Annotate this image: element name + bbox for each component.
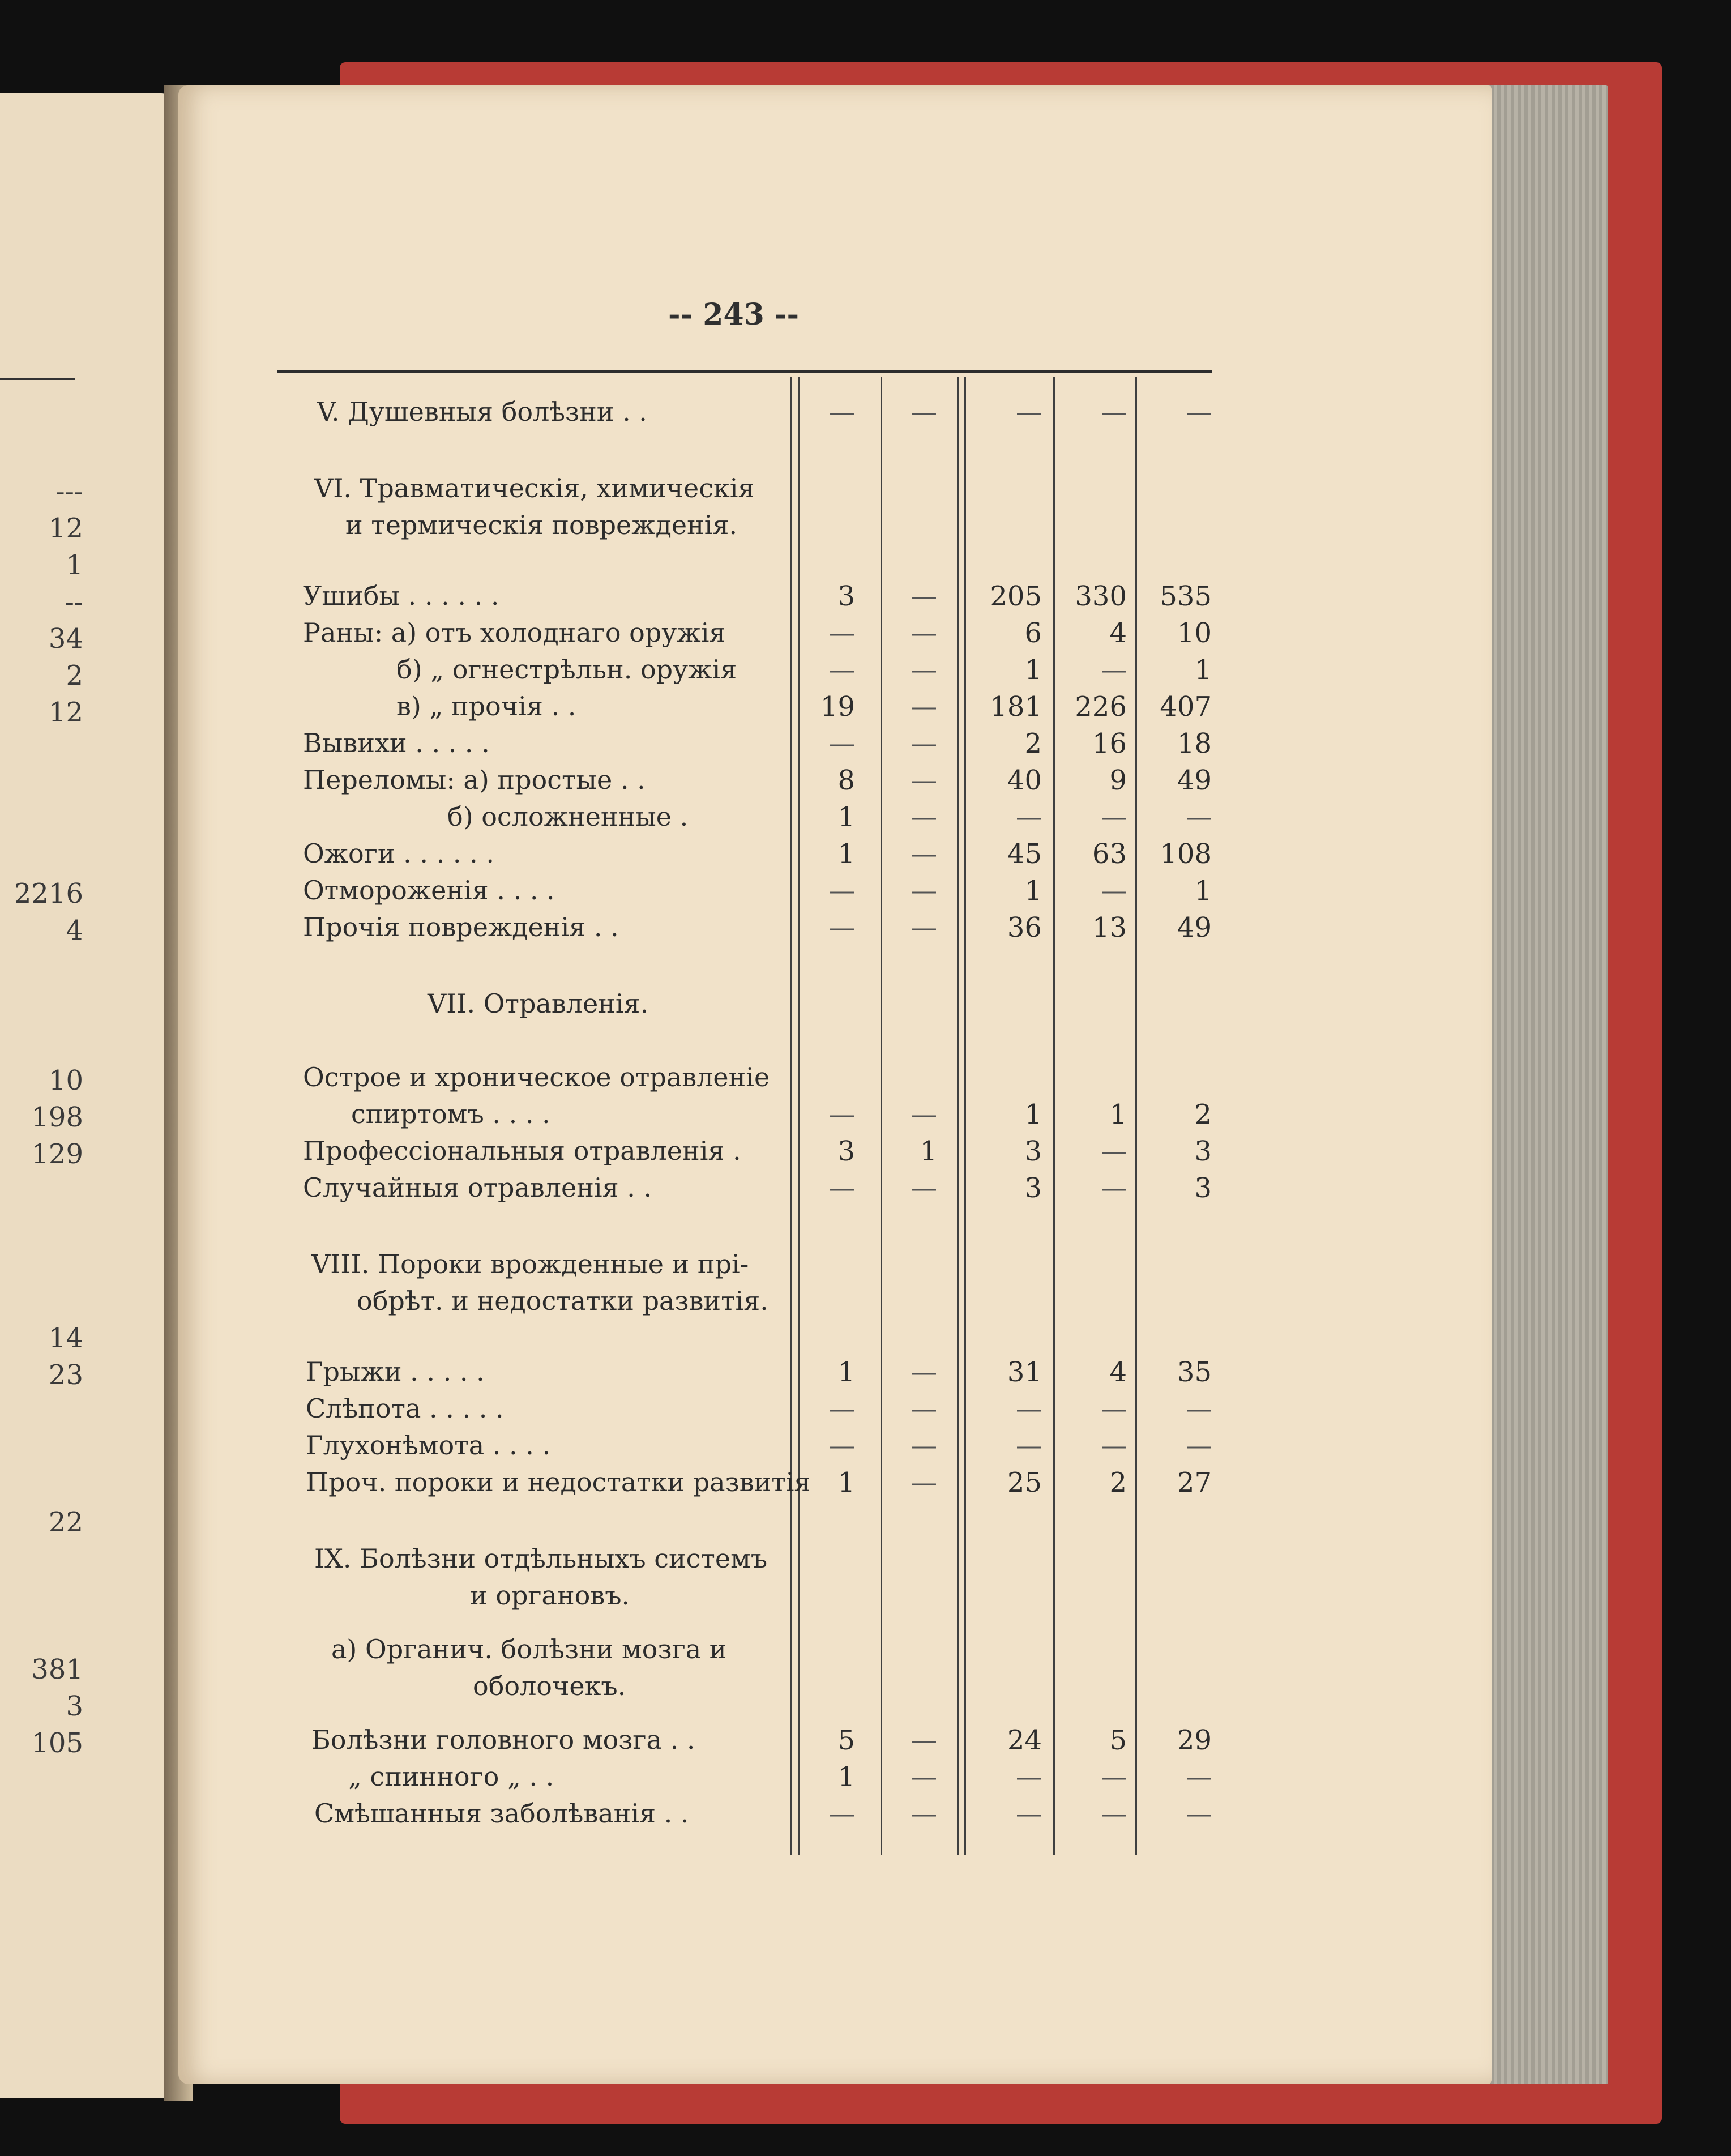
table-cell-value: 4 xyxy=(1109,617,1127,649)
table-cell-empty: — xyxy=(911,396,937,427)
row-label: Смѣшанныя заболѣванія . . xyxy=(314,1798,689,1829)
row-label: Прочія поврежденія . . xyxy=(303,912,619,942)
table-cell-value: 25 xyxy=(1007,1467,1042,1498)
table-cell-empty: — xyxy=(911,1356,937,1387)
table-cell-empty: — xyxy=(911,875,937,906)
row-label: Острое и хроническое отравленіе xyxy=(303,1062,770,1092)
table-cell-empty: — xyxy=(911,1099,937,1129)
table-cell-empty: — xyxy=(911,691,937,721)
table-cell-empty: — xyxy=(1101,801,1127,832)
table-cell-value: 6 xyxy=(1024,617,1042,649)
table-cell-empty: — xyxy=(911,1430,937,1461)
row-label: Переломы: а) простые . . xyxy=(303,765,646,795)
table-cell-empty: — xyxy=(829,1430,855,1461)
table-cell-empty: — xyxy=(829,1099,855,1129)
row-label: Вывихи . . . . . xyxy=(303,728,490,758)
table-cell-empty: — xyxy=(1101,654,1127,685)
table-cell-empty: — xyxy=(829,1798,855,1829)
table-cell-value: 407 xyxy=(1160,691,1212,723)
table-cell-empty: — xyxy=(911,765,937,795)
row-label: Проч. пороки и недостатки развитія xyxy=(306,1467,811,1497)
table-cell-value: 1 xyxy=(837,801,855,833)
table-cell-value: 40 xyxy=(1007,765,1042,796)
table-cell-empty: — xyxy=(1016,1430,1042,1461)
table-cell-value: 3 xyxy=(1024,1172,1042,1204)
table-cell-value: 10 xyxy=(1177,617,1212,649)
column-divider xyxy=(964,377,966,1855)
table-cell-value: 1 xyxy=(837,1467,855,1498)
left-page-number: 34 xyxy=(48,623,83,655)
table-cell-empty: — xyxy=(911,838,937,869)
left-page-number: 1 xyxy=(66,549,83,581)
table-cell-value: 1 xyxy=(1109,1099,1127,1130)
table-cell-value: 108 xyxy=(1160,838,1212,870)
table-cell-value: 226 xyxy=(1075,691,1127,723)
table-cell-value: 35 xyxy=(1177,1356,1212,1388)
table-cell-empty: — xyxy=(829,1393,855,1424)
table-cell-value: 1 xyxy=(920,1135,937,1167)
table-cell-empty: — xyxy=(829,875,855,906)
row-label: оболочекъ. xyxy=(473,1671,626,1701)
table-cell-value: 205 xyxy=(990,580,1042,612)
table-cell-value: 3 xyxy=(1194,1135,1212,1167)
left-page-number: 12 xyxy=(48,513,83,544)
left-page-number: 22 xyxy=(48,1506,83,1538)
row-label: б) осложненные . xyxy=(447,801,689,832)
table-cell-value: 9 xyxy=(1109,765,1127,796)
row-label: спиртомъ . . . . xyxy=(351,1099,550,1129)
left-page-number: 4 xyxy=(66,915,83,946)
table-cell-empty: — xyxy=(1101,396,1127,427)
left-page-number: 12 xyxy=(48,697,83,728)
row-label: VII. Отравленія. xyxy=(428,988,649,1019)
column-divider xyxy=(790,377,792,1855)
row-label: в) „ прочія . . xyxy=(396,691,576,721)
table-cell-empty: — xyxy=(911,580,937,611)
table-cell-value: 29 xyxy=(1177,1724,1212,1756)
table-cell-value: 2 xyxy=(1109,1467,1127,1498)
table-cell-value: 49 xyxy=(1177,765,1212,796)
table-cell-value: 4 xyxy=(1109,1356,1127,1388)
table-cell-value: 31 xyxy=(1007,1356,1042,1388)
row-label: Случайныя отравленія . . xyxy=(303,1172,652,1203)
table-cell-empty: — xyxy=(911,1467,937,1497)
table-cell-empty: — xyxy=(911,801,937,832)
row-label: VI. Травматическія, химическія xyxy=(314,473,755,503)
column-divider xyxy=(798,377,800,1855)
left-page-number: 3 xyxy=(66,1690,83,1722)
table-cell-value: 3 xyxy=(1024,1135,1042,1167)
table-cell-empty: — xyxy=(829,728,855,758)
table-cell-value: 27 xyxy=(1177,1467,1212,1498)
table-cell-value: 2 xyxy=(1024,728,1042,759)
left-page-number: --- xyxy=(55,476,83,507)
table-cell-value: 1 xyxy=(1194,875,1212,907)
table-cell-empty: — xyxy=(1186,1393,1212,1424)
table-cell-empty: — xyxy=(829,654,855,685)
left-page-number: 2216 xyxy=(14,878,83,910)
table-cell-empty: — xyxy=(1186,396,1212,427)
row-label: обрѣт. и недостатки развитія. xyxy=(357,1286,768,1316)
left-page-number: 381 xyxy=(31,1654,83,1685)
page-number: -- 243 -- xyxy=(668,297,800,332)
column-divider xyxy=(1053,377,1055,1855)
table-cell-empty: — xyxy=(1101,1798,1127,1829)
table-cell-empty: — xyxy=(1101,1761,1127,1792)
table-cell-value: 1 xyxy=(837,838,855,870)
left-page-number: 129 xyxy=(31,1138,83,1170)
table-cell-empty: — xyxy=(1186,1798,1212,1829)
table-cell-value: 3 xyxy=(837,1135,855,1167)
table-cell-value: 3 xyxy=(837,580,855,612)
table-cell-empty: — xyxy=(1101,875,1127,906)
table-cell-value: 16 xyxy=(1092,728,1127,759)
table-cell-value: 19 xyxy=(820,691,855,723)
row-label: „ спинного „ . . xyxy=(348,1761,554,1792)
table-cell-empty: — xyxy=(911,1761,937,1792)
table-cell-empty: — xyxy=(1101,1135,1127,1166)
row-label: Грыжи . . . . . xyxy=(306,1356,485,1387)
column-divider xyxy=(1135,377,1137,1855)
left-page-number: 105 xyxy=(31,1727,83,1759)
table-cell-empty: — xyxy=(829,912,855,942)
table-cell-value: 1 xyxy=(1024,875,1042,907)
row-label: Профессіональныя отравленія . xyxy=(303,1135,741,1166)
table-cell-value: 1 xyxy=(837,1761,855,1793)
left-page-number: 10 xyxy=(48,1065,83,1096)
table-top-rule xyxy=(277,370,1212,373)
left-page-number: 14 xyxy=(48,1322,83,1354)
column-divider xyxy=(957,377,959,1855)
table-cell-empty: — xyxy=(1186,1761,1212,1792)
table-cell-value: 18 xyxy=(1177,728,1212,759)
table-cell-value: 1 xyxy=(1024,1099,1042,1130)
row-label: V. Душевныя болѣзни . . xyxy=(317,396,647,427)
table-cell-value: 181 xyxy=(990,691,1042,723)
table-cell-empty: — xyxy=(911,1724,937,1755)
table-cell-value: 5 xyxy=(1109,1724,1127,1756)
table-cell-value: 2 xyxy=(1194,1099,1212,1130)
row-label: б) „ огнестрѣльн. оружія xyxy=(396,654,737,685)
table-cell-empty: — xyxy=(911,1172,937,1203)
table-cell-value: 13 xyxy=(1092,912,1127,943)
table-cell-value: 1 xyxy=(1194,654,1212,686)
row-label: Болѣзни головного мозга . . xyxy=(311,1724,695,1755)
left-page xyxy=(0,93,173,2098)
table-cell-empty: — xyxy=(911,728,937,758)
row-label: Отмороженія . . . . xyxy=(303,875,555,906)
table-cell-empty: — xyxy=(1186,1430,1212,1461)
table-cell-value: 1 xyxy=(1024,654,1042,686)
table-cell-value: 36 xyxy=(1007,912,1042,943)
table-cell-empty: — xyxy=(1016,801,1042,832)
table-cell-value: 45 xyxy=(1007,838,1042,870)
table-cell-empty: — xyxy=(1016,1761,1042,1792)
table-cell-empty: — xyxy=(1016,1798,1042,1829)
row-label: VIII. Пороки врожденные и прі- xyxy=(311,1249,749,1279)
table-cell-value: 535 xyxy=(1160,580,1212,612)
table-cell-empty: — xyxy=(1101,1393,1127,1424)
left-page-number: -- xyxy=(65,586,83,618)
table-cell-value: 8 xyxy=(837,765,855,796)
row-label: IX. Болѣзни отдѣльныхъ системъ xyxy=(314,1543,768,1574)
table-cell-empty: — xyxy=(829,396,855,427)
left-page-rule xyxy=(0,378,75,380)
table-cell-empty: — xyxy=(829,1172,855,1203)
row-label: а) Органич. болѣзни мозга и xyxy=(331,1634,727,1664)
table-cell-value: 63 xyxy=(1092,838,1127,870)
table-cell-empty: — xyxy=(911,654,937,685)
table-cell-empty: — xyxy=(911,1798,937,1829)
table-cell-empty: — xyxy=(911,617,937,648)
left-page-number: 2 xyxy=(66,660,83,691)
table-cell-empty: — xyxy=(829,617,855,648)
row-label: Раны: а) отъ холоднаго оружія xyxy=(303,617,726,648)
left-page-number: 23 xyxy=(48,1359,83,1391)
row-label: Ушибы . . . . . . xyxy=(303,580,499,611)
row-label: и термическія поврежденія. xyxy=(345,510,738,540)
table-cell-value: 1 xyxy=(837,1356,855,1388)
row-label: Глухонѣмота . . . . xyxy=(306,1430,551,1461)
table-cell-empty: — xyxy=(1016,1393,1042,1424)
left-page-number: 198 xyxy=(31,1102,83,1133)
row-label: и органовъ. xyxy=(470,1580,630,1611)
row-label: Ожоги . . . . . . xyxy=(303,838,494,869)
table-cell-empty: — xyxy=(1186,801,1212,832)
row-label: Слѣпота . . . . . xyxy=(306,1393,504,1424)
table-cell-empty: — xyxy=(1101,1172,1127,1203)
table-cell-empty: — xyxy=(911,912,937,942)
table-cell-value: 3 xyxy=(1194,1172,1212,1204)
table-cell-value: 49 xyxy=(1177,912,1212,943)
table-cell-value: 24 xyxy=(1007,1724,1042,1756)
table-cell-value: 330 xyxy=(1075,580,1127,612)
table-cell-empty: — xyxy=(911,1393,937,1424)
table-cell-empty: — xyxy=(1101,1430,1127,1461)
table-cell-empty: — xyxy=(1016,396,1042,427)
column-divider xyxy=(881,377,882,1855)
table-cell-value: 5 xyxy=(837,1724,855,1756)
